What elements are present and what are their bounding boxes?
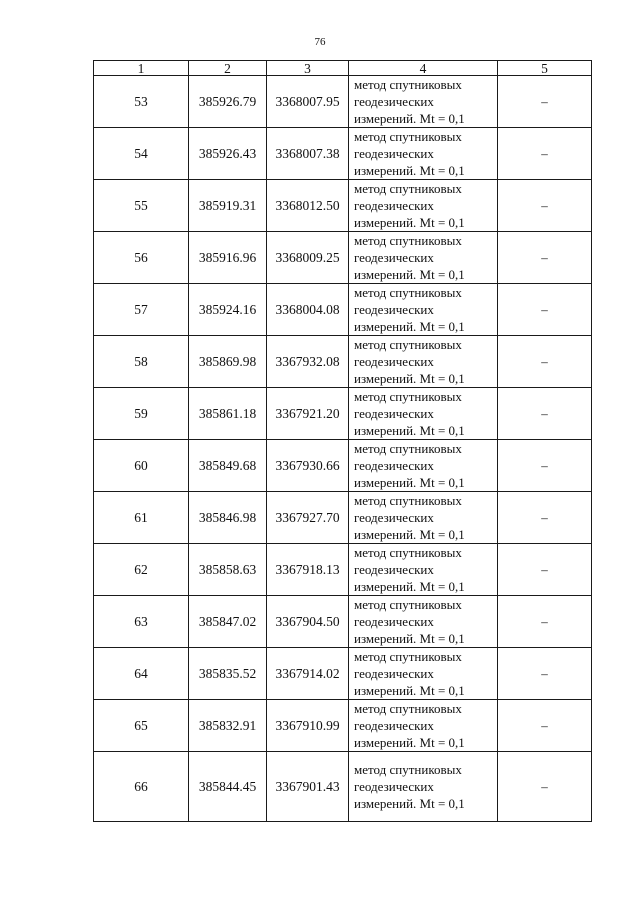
y-coordinate: 3368009.25 — [267, 232, 349, 284]
point-number: 53 — [94, 76, 189, 128]
point-number: 65 — [94, 700, 189, 752]
table-row — [94, 752, 592, 822]
x-coordinate: 385858.63 — [189, 544, 267, 596]
point-number: 54 — [94, 128, 189, 180]
table-row — [94, 648, 592, 700]
x-coordinate: 385869.98 — [189, 336, 267, 388]
method-line: измерений. Mt = 0,1 — [354, 267, 465, 282]
method-cell — [349, 76, 498, 128]
table-row — [94, 232, 592, 284]
y-coordinate: 3367914.02 — [267, 648, 349, 700]
method-line: геодезических — [354, 510, 434, 525]
method-line: геодезических — [354, 458, 434, 473]
table-row — [94, 284, 592, 336]
x-coordinate: 385835.52 — [189, 648, 267, 700]
point-number: 56 — [94, 232, 189, 284]
table-row — [94, 440, 592, 492]
method-cell — [349, 700, 498, 752]
method-line: геодезических — [354, 406, 434, 421]
header-col-1: 1 — [94, 61, 189, 76]
method-line: геодезических — [354, 666, 434, 681]
method-line: измерений. Mt = 0,1 — [354, 111, 465, 126]
col5-value: – — [498, 180, 592, 232]
coordinates-table — [93, 60, 592, 822]
table-row — [94, 700, 592, 752]
y-coordinate: 3367904.50 — [267, 596, 349, 648]
y-coordinate: 3367910.99 — [267, 700, 349, 752]
y-coordinate: 3368007.38 — [267, 128, 349, 180]
method-line: геодезических — [354, 250, 434, 265]
table-header — [94, 61, 592, 76]
table-row — [94, 596, 592, 648]
y-coordinate: 3368012.50 — [267, 180, 349, 232]
col5-value: – — [498, 336, 592, 388]
point-number: 60 — [94, 440, 189, 492]
method-line: измерений. Mt = 0,1 — [354, 319, 465, 334]
y-coordinate: 3367921.20 — [267, 388, 349, 440]
method-line: метод спутниковых — [354, 441, 462, 456]
method-line: метод спутниковых — [354, 762, 462, 777]
method-line: метод спутниковых — [354, 233, 462, 248]
point-number: 63 — [94, 596, 189, 648]
method-line: метод спутниковых — [354, 649, 462, 664]
y-coordinate: 3368004.08 — [267, 284, 349, 336]
method-cell — [349, 544, 498, 596]
col5-value: – — [498, 492, 592, 544]
method-line: геодезических — [354, 562, 434, 577]
table-body — [94, 76, 592, 822]
method-cell — [349, 336, 498, 388]
point-number: 59 — [94, 388, 189, 440]
method-line: геодезических — [354, 302, 434, 317]
col5-value: – — [498, 76, 592, 128]
method-cell — [349, 232, 498, 284]
page-number: 76 — [314, 36, 326, 48]
point-number: 66 — [94, 752, 189, 822]
method-line: геодезических — [354, 198, 434, 213]
header-col-4: 4 — [349, 61, 498, 76]
table-row — [94, 76, 592, 128]
table-row — [94, 128, 592, 180]
method-line: измерений. Mt = 0,1 — [354, 579, 465, 594]
table-row — [94, 544, 592, 596]
point-number: 55 — [94, 180, 189, 232]
method-line: метод спутниковых — [354, 545, 462, 560]
col5-value: – — [498, 648, 592, 700]
table-row — [94, 388, 592, 440]
point-number: 58 — [94, 336, 189, 388]
method-line: измерений. Mt = 0,1 — [354, 371, 465, 386]
y-coordinate: 3367901.43 — [267, 752, 349, 822]
method-line: метод спутниковых — [354, 77, 462, 92]
method-line: измерений. Mt = 0,1 — [354, 796, 465, 811]
method-line: геодезических — [354, 718, 434, 733]
table-row — [94, 336, 592, 388]
method-line: геодезических — [354, 94, 434, 109]
method-cell — [349, 388, 498, 440]
y-coordinate: 3367932.08 — [267, 336, 349, 388]
y-coordinate: 3367930.66 — [267, 440, 349, 492]
method-cell — [349, 752, 498, 822]
y-coordinate: 3367927.70 — [267, 492, 349, 544]
col5-value: – — [498, 544, 592, 596]
header-col-2: 2 — [189, 61, 267, 76]
method-line: измерений. Mt = 0,1 — [354, 215, 465, 230]
x-coordinate: 385916.96 — [189, 232, 267, 284]
col5-value: – — [498, 752, 592, 822]
y-coordinate: 3367918.13 — [267, 544, 349, 596]
method-line: геодезических — [354, 354, 434, 369]
col5-value: – — [498, 388, 592, 440]
method-line: метод спутниковых — [354, 181, 462, 196]
x-coordinate: 385926.79 — [189, 76, 267, 128]
method-line: измерений. Mt = 0,1 — [354, 423, 465, 438]
method-line: метод спутниковых — [354, 337, 462, 352]
header-col-3: 3 — [267, 61, 349, 76]
method-cell — [349, 440, 498, 492]
method-cell — [349, 128, 498, 180]
point-number: 61 — [94, 492, 189, 544]
x-coordinate: 385919.31 — [189, 180, 267, 232]
table-row — [94, 180, 592, 232]
method-line: измерений. Mt = 0,1 — [354, 735, 465, 750]
col5-value: – — [498, 284, 592, 336]
method-line: измерений. Mt = 0,1 — [354, 163, 465, 178]
x-coordinate: 385926.43 — [189, 128, 267, 180]
col5-value: – — [498, 128, 592, 180]
method-line: метод спутниковых — [354, 701, 462, 716]
point-number: 64 — [94, 648, 189, 700]
method-line: метод спутниковых — [354, 285, 462, 300]
col5-value: – — [498, 232, 592, 284]
method-line: геодезических — [354, 779, 434, 794]
method-cell — [349, 492, 498, 544]
method-line: метод спутниковых — [354, 493, 462, 508]
x-coordinate: 385924.16 — [189, 284, 267, 336]
point-number: 57 — [94, 284, 189, 336]
method-line: измерений. Mt = 0,1 — [354, 527, 465, 542]
method-cell — [349, 284, 498, 336]
method-line: измерений. Mt = 0,1 — [354, 683, 465, 698]
method-line: метод спутниковых — [354, 597, 462, 612]
method-line: метод спутниковых — [354, 389, 462, 404]
x-coordinate: 385832.91 — [189, 700, 267, 752]
method-line: геодезических — [354, 146, 434, 161]
method-cell — [349, 180, 498, 232]
method-line: измерений. Mt = 0,1 — [354, 475, 465, 490]
table-row — [94, 492, 592, 544]
y-coordinate: 3368007.95 — [267, 76, 349, 128]
header-row — [94, 61, 592, 76]
method-line: метод спутниковых — [354, 129, 462, 144]
col5-value: – — [498, 440, 592, 492]
point-number: 62 — [94, 544, 189, 596]
x-coordinate: 385844.45 — [189, 752, 267, 822]
col5-value: – — [498, 700, 592, 752]
x-coordinate: 385846.98 — [189, 492, 267, 544]
method-cell — [349, 648, 498, 700]
x-coordinate: 385849.68 — [189, 440, 267, 492]
method-line: геодезических — [354, 614, 434, 629]
x-coordinate: 385861.18 — [189, 388, 267, 440]
method-line: измерений. Mt = 0,1 — [354, 631, 465, 646]
col5-value: – — [498, 596, 592, 648]
header-col-5: 5 — [498, 61, 592, 76]
x-coordinate: 385847.02 — [189, 596, 267, 648]
method-cell — [349, 596, 498, 648]
